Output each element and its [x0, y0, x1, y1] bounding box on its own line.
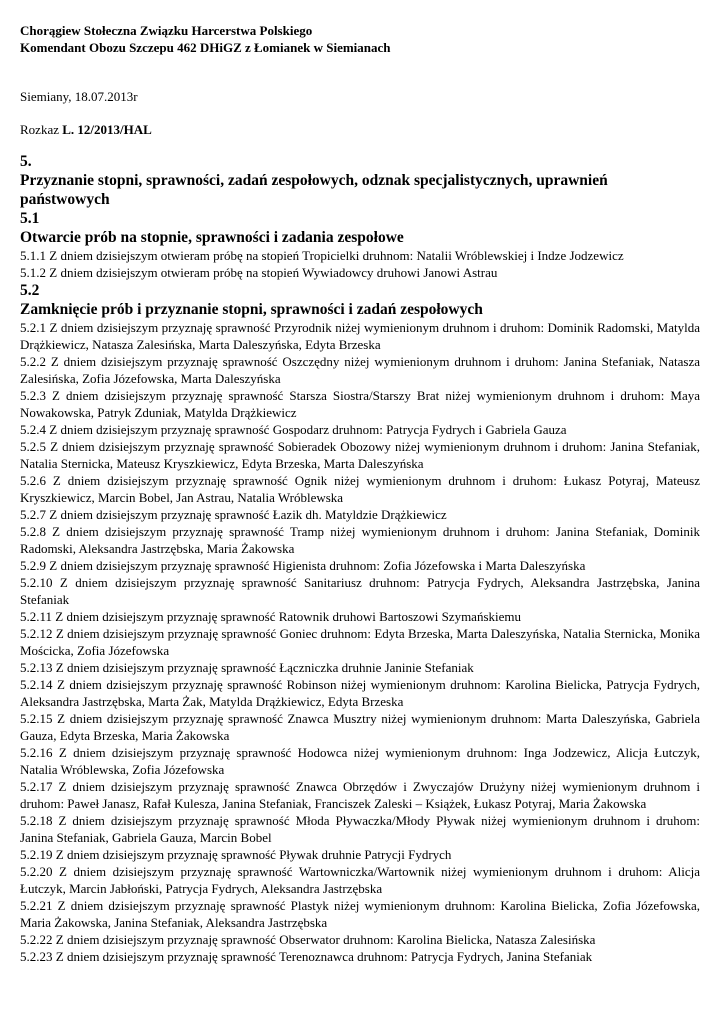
order-number: L. 12/2013/HAL [62, 122, 152, 137]
subsection-1-number: 5.1 [20, 210, 40, 227]
list-item: 5.2.3 Z dniem dzisiejszym przyznaję sprawność Starsza Siostra/Starszy Brat niżej wymienionym druhnom i druhom: Maya Nowakowska, Patryk Zduniak, Matylda Drążkiewicz [20, 388, 700, 420]
list-item: 5.2.16 Z dniem dzisiejszym przyznaję sprawność Hodowca niżej wymienionym druhnom: Inga Jodzewicz, Alicja Łutczyk, Natalia Wróblewska, Zofia Józefowska [20, 745, 700, 777]
list-item: 5.2.10 Z dniem dzisiejszym przyznaję sprawność Sanitariusz druhnom: Patrycja Fydrych, Aleksandra Jastrzębska, Janina Stefaniak [20, 575, 700, 607]
list-item: 5.2.15 Z dniem dzisiejszym przyznaję sprawność Znawca Musztry niżej wymienionym druhnom: Marta Daleszyńska, Gabriela Gauza, Edyta Brzeska, Maria Żakowska [20, 711, 700, 743]
list-item: 5.2.14 Z dniem dzisiejszym przyznaję sprawność Robinson niżej wymienionym druhnom: Karolina Bielicka, Patrycja Fydrych, Aleksandra Jastrzębska, Marta Żak, Matylda Drążkiewicz, Edyta Brzeska [20, 677, 700, 709]
section-title: Przyznanie stopni, sprawności, zadań zespołowych, odznak specjalistycznych, uprawnień państwowych [20, 172, 608, 208]
list-item: 5.2.21 Z dniem dzisiejszym przyznaję sprawność Plastyk niżej wymienionym druhnom: Karolina Bielicka, Zofia Józefowska, Maria Żakowska, Janina Stefaniak, Aleksandra Jastrzębska [20, 898, 700, 930]
list-item: 5.2.2 Z dniem dzisiejszym przyznaję sprawność Oszczędny niżej wymienionym druhnom i druhom: Janina Stefaniak, Natasza Zalesińska, Zofia Józefowska, Marta Daleszyńska [20, 354, 700, 386]
list-item: 5.2.9 Z dniem dzisiejszym przyznaję sprawność Higienista druhnom: Zofia Józefowska i Marta Daleszyńska [20, 558, 586, 573]
order-prefix: Rozkaz [20, 122, 63, 137]
section-number: 5. [20, 153, 32, 170]
list-item: 5.2.17 Z dniem dzisiejszym przyznaję sprawność Znawca Obrzędów i Zwyczajów Drużyny niżej wymienionym druhnom i druhom: Paweł Janasz, Rafał Kulesza, Janina Stefaniak, Franciszek Zaleski – Książek, Łukasz Potyraj, Maria Żakowska [20, 779, 700, 811]
list-item: 5.2.11 Z dniem dzisiejszym przyznaję sprawność Ratownik druhowi Bartoszowi Szymańskiemu [20, 609, 522, 624]
order-line [20, 121, 700, 138]
header-commander: Komendant Obozu Szczepu 462 DHiGZ z Łomianek w Siemianach [20, 40, 391, 55]
list-item: 5.2.20 Z dniem dzisiejszym przyznaję sprawność Wartowniczka/Wartownik niżej wymienionym druhnom i druhom: Alicja Łutczyk, Marcin Jabłoński, Patrycja Fydrych, Aleksandra Jastrzębska [20, 864, 700, 896]
subsection-2-number: 5.2 [20, 282, 40, 299]
list-item: 5.2.12 Z dniem dzisiejszym przyznaję sprawność Goniec druhnom: Edyta Brzeska, Marta Daleszyńska, Natalia Sternicka, Monika Mościcka, Zofia Józefowska [20, 626, 700, 658]
subsection-1-title: Otwarcie prób na stopnie, sprawności i zadania zespołowe [20, 229, 404, 246]
list-item: 5.2.5 Z dniem dzisiejszym przyznaję sprawność Sobieradek Obozowy niżej wymienionym druhnom i druhom: Janina Stefaniak, Natalia Sternicka, Mateusz Kryszkiewicz, Edyta Brzeska, Marta Daleszyńska [20, 439, 700, 471]
list-item: 5.2.7 Z dniem dzisiejszym przyznaję sprawność Łazik dh. Matyldzie Drążkiewicz [20, 507, 447, 522]
list-item: 5.1.1 Z dniem dzisiejszym otwieram próbę na stopień Tropicielki druhnom: Natalii Wróblewskiej i Indze Jodzewicz [20, 248, 624, 263]
subsection-2-list [20, 319, 700, 965]
list-item: 5.2.6 Z dniem dzisiejszym przyznaję sprawność Ognik niżej wymienionym druhnom i druhom: Łukasz Potyraj, Mateusz Kryszkiewicz, Marcin Bobel, Jan Astrau, Natalia Wróblewska [20, 473, 700, 505]
header-organization: Chorągiew Stołeczna Związku Harcerstwa Polskiego [20, 23, 313, 38]
document-date: Siemiany, 18.07.2013r [20, 89, 138, 104]
subsection-1-list [20, 247, 700, 281]
list-item: 5.2.19 Z dniem dzisiejszym przyznaję sprawność Pływak druhnie Patrycji Fydrych [20, 847, 452, 862]
subsection-2-title: Zamknięcie prób i przyznanie stopni, sprawności i zadań zespołowych [20, 301, 483, 318]
list-item: 5.2.4 Z dniem dzisiejszym przyznaję sprawność Gospodarz druhnom: Patrycja Fydrych i Gabriela Gauza [20, 422, 567, 437]
list-item: 5.2.1 Z dniem dzisiejszym przyznaję sprawność Przyrodnik niżej wymienionym druhnom i druhom: Dominik Radomski, Matylda Drążkiewicz, Natasza Zalesińska, Marta Daleszyńska, Edyta Brzeska [20, 320, 700, 352]
list-item: 5.2.18 Z dniem dzisiejszym przyznaję sprawność Młoda Pływaczka/Młody Pływak niżej wymienionym druhnom i druhom: Janina Stefaniak, Gabriela Gauza, Marcin Bobel [20, 813, 700, 845]
list-item: 5.2.13 Z dniem dzisiejszym przyznaję sprawność Łączniczka druhnie Janinie Stefaniak [20, 660, 474, 675]
list-item: 5.2.22 Z dniem dzisiejszym przyznaję sprawność Obserwator druhnom: Karolina Bielicka, Natasza Zalesińska [20, 932, 596, 947]
list-item: 5.2.23 Z dniem dzisiejszym przyznaję sprawność Terenoznawca druhnom: Patrycja Fydrych, Janina Stefaniak [20, 949, 593, 964]
list-item: 5.1.2 Z dniem dzisiejszym otwieram próbę na stopień Wywiadowcy druhowi Janowi Astrau [20, 265, 498, 280]
document-page [20, 22, 700, 965]
list-item: 5.2.8 Z dniem dzisiejszym przyznaję sprawność Tramp niżej wymienionym druhnom i druhom: Janina Stefaniak, Dominik Radomski, Aleksandra Jastrzębska, Maria Żakowska [20, 524, 700, 556]
